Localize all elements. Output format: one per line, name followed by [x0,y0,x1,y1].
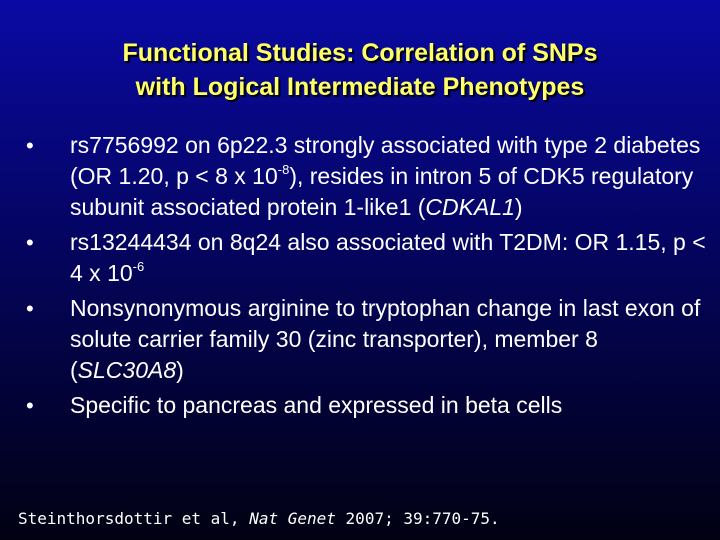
citation-authors: Steinthorsdottir et al, [18,509,240,528]
bullet-icon: • [26,296,34,321]
bullet-icon: • [26,393,34,418]
bullet-text-end: ) [514,194,523,220]
title-line-2: with Logical Intermediate Phenotypes [135,73,585,101]
gene-name: SLC30A8 [77,357,177,383]
bullet-text: Specific to pancreas and expressed in beta cells [70,392,563,418]
citation-details: 2007; 39:770-75. [345,509,500,528]
gene-name: CDKAL1 [425,194,515,220]
bullet-item [26,390,706,421]
bullet-text: Nonsynonymous arginine to tryptophan change in last exon of solute carrier family 30 (zinc transporter), member 8 ( [70,295,701,383]
bullet-text-cont: ), resides in intron 5 of CDK5 regulatory subunit associated protein 1-like1 ( [70,163,694,220]
citation [18,508,500,530]
citation-journal: Nat Genet [249,509,336,528]
bullet-text: rs13244434 on 8q24 also associated with T2DM: OR 1.15, p < 4 x 10 [70,229,706,286]
bullet-item [26,227,706,289]
bullet-list [26,130,706,425]
bullet-icon: • [26,133,34,158]
slide-title [20,36,700,104]
bullet-item [26,293,706,386]
bullet-text-end: ) [176,357,184,383]
bullet-text: rs7756992 on 6p22.3 strongly associated with type 2 diabetes (OR 1.20, p < 8 x 10 [70,132,701,189]
bullet-exponent: -6 [132,259,145,274]
bullet-icon: • [26,230,34,255]
bullet-exponent: -8 [277,162,290,177]
bullet-item [26,130,706,223]
title-line-1: Functional Studies: Correlation of SNPs [122,39,598,67]
